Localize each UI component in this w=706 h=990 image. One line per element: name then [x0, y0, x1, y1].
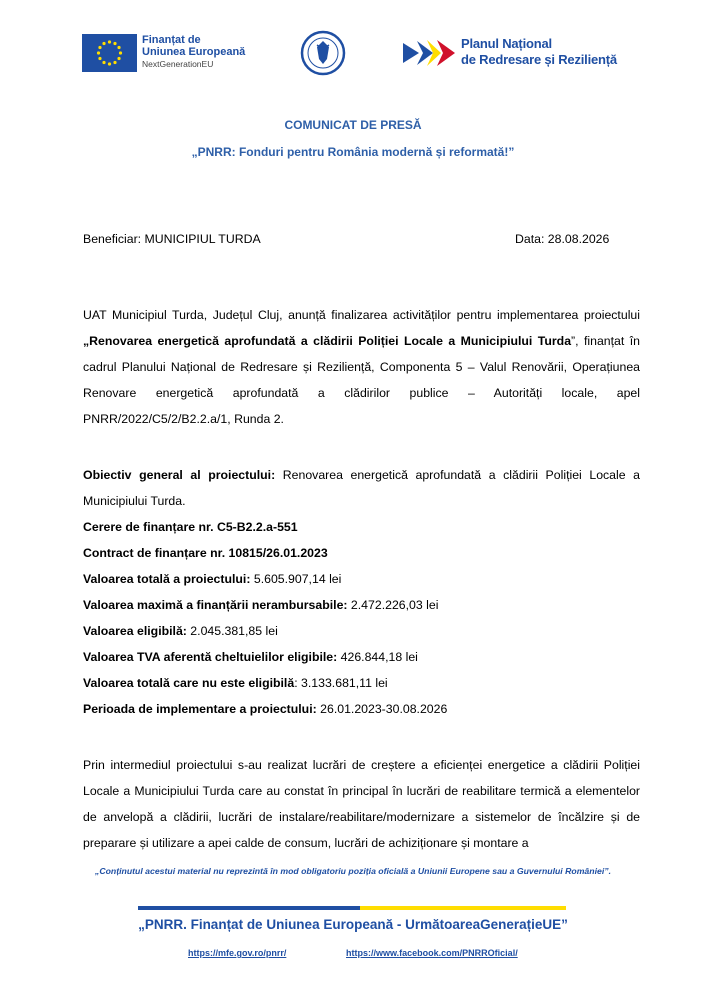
detail-value: 5.605.907,14 lei: [250, 572, 342, 586]
detail-label: Valoarea totală a proiectului:: [83, 572, 251, 586]
eu-star-icon: [102, 61, 105, 64]
intro-part1: UAT Municipiul Turda, Județul Cluj, anunță finalizarea activităților pentru implementarea proiectului: [83, 308, 640, 322]
detail-label: Contract de finanțare nr. 10815/26.01.2023: [83, 546, 328, 560]
eu-star-icon: [97, 51, 100, 54]
eu-star-icon: [108, 62, 111, 65]
eu-flag-icon: [82, 34, 137, 72]
eu-star-icon: [113, 61, 116, 64]
link-facebook[interactable]: https://www.facebook.com/PNRROficial/: [346, 948, 518, 958]
eu-star-icon: [98, 46, 101, 49]
detail-item: [83, 566, 640, 592]
detail-label: Cerere de finanțare nr. C5-B2.2.a-551: [83, 520, 298, 534]
detail-label: Perioada de implementare a proiectului:: [83, 702, 317, 716]
detail-item: [83, 540, 640, 566]
intro-paragraph: [83, 302, 640, 432]
document-date: Data: 28.08.2026: [515, 232, 610, 246]
detail-label: Valoarea totală care nu este eligibilă: [83, 676, 295, 690]
objective: [83, 462, 640, 514]
detail-label: Valoarea eligibilă:: [83, 624, 187, 638]
detail-item: [83, 618, 640, 644]
footer-divider: [138, 898, 566, 904]
eu-star-icon: [108, 40, 111, 43]
project-details: [83, 462, 640, 722]
government-seal-icon: [298, 30, 348, 76]
pnrr-logo: [403, 36, 633, 70]
eu-star-icon: [117, 57, 120, 60]
intro-part2: ”, finanțat în cadrul Planului Național de Redresare și Reziliență, Componenta 5 – Valul Renovării, Operațiunea Renovare energetică aprofundată a clădirilor publice – Autorități locale, apel PNRR/2022/C5/2/B2.2.a/1, Runda 2.: [83, 334, 640, 426]
document-subtitle: „PNRR: Fonduri pentru România modernă și reformată!”: [191, 145, 515, 159]
eu-logo-line3: NextGenerationEU: [142, 59, 214, 69]
footer-disclaimer: „Conținutul acestui material nu reprezintă în mod obligatoriu poziția oficială a Uniunii Europene sau a Guvernului României”.: [94, 866, 611, 876]
document-title: COMUNICAT DE PRESĂ: [284, 118, 422, 132]
eu-logo-line2: Uniunea Europeană: [142, 46, 246, 58]
eu-star-icon: [102, 42, 105, 45]
detail-item: [83, 592, 640, 618]
detail-label: Valoarea TVA aferentă cheltuielilor eligibile:: [83, 650, 338, 664]
detail-value: 26.01.2023-30.08.2026: [316, 702, 448, 716]
objective-label: Obiectiv general al proiectului:: [83, 468, 276, 482]
eu-star-icon: [98, 57, 101, 60]
detail-value: : 3.133.681,11 lei: [294, 676, 388, 690]
detail-value: 2.045.381,85 lei: [186, 624, 278, 638]
footer-title: „PNRR. Finanțat de Uniunea Europeană - UrmătoareaGenerațieUE”: [138, 917, 568, 932]
eu-star-icon: [113, 42, 116, 45]
detail-item: [83, 670, 640, 696]
detail-item: [83, 644, 640, 670]
detail-value: 2.472.226,03 lei: [347, 598, 439, 612]
detail-label: Valoarea maximă a finanțării nerambursabile:: [83, 598, 348, 612]
objective-value: Renovarea energetică aprofundată a clădirii Poliției Locale a Municipiului Turda.: [83, 468, 641, 508]
detail-value: 426.844,18 lei: [337, 650, 418, 664]
link-mfe[interactable]: https://mfe.gov.ro/pnrr/: [188, 948, 287, 958]
eu-funding-logo: [82, 34, 252, 72]
pnrr-logo-line1: Planul Național: [461, 36, 552, 51]
eu-star-icon: [117, 46, 120, 49]
eu-logo-line1: Finanțat de: [142, 34, 201, 46]
detail-item: [83, 696, 640, 722]
detail-item: [83, 514, 640, 540]
beneficiary: Beneficiar: MUNICIPIUL TURDA: [83, 232, 261, 246]
pnrr-logo-line2: de Redresare și Reziliență: [461, 52, 617, 67]
body-paragraph: Prin intermediul proiectului s-au realizat lucrări de creștere a eficienței energetice a clădirii Poliției Locale a Municipiului Turda care au constat în principal în lucrări de reabilitare termică a elementelor de anvelopă a clădirii, lucrări de instalare/reabilitare/modernizare a sistemelor de încălzire și de preparare și utilizare a apei calde de consum, lucrări de achiziționare și montare a: [83, 758, 640, 850]
project-name: „Renovarea energetică aprofundată a clădirii Poliției Locale a Municipiului Turda: [83, 334, 572, 348]
pnrr-flag-icon: [403, 38, 455, 68]
eu-star-icon: [119, 51, 122, 54]
